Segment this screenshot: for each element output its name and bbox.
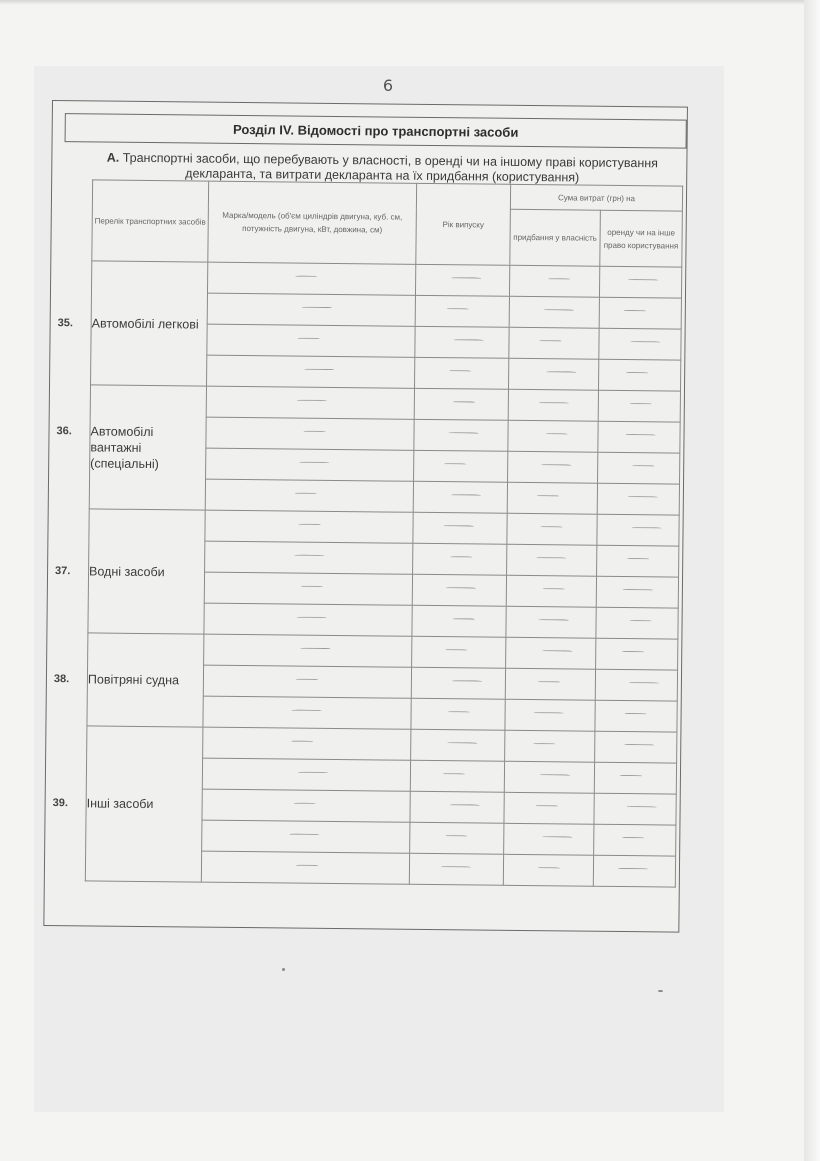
entry-cell [599,266,681,298]
entry-cell [508,420,598,452]
category-label: Автомобілі вантажні (спеціальні) [90,423,159,471]
dash-mark [628,279,658,281]
entry-cell [503,854,593,886]
category-label: Інші засоби [86,796,154,812]
entry-cell [507,482,597,514]
dash-mark [624,713,646,715]
dash-mark [304,369,334,371]
category-cell [55,509,205,634]
dash-mark [543,309,573,311]
entry-cell [598,359,680,391]
entry-cell [506,575,596,607]
dash-mark [629,620,651,622]
entry-cell [207,293,415,326]
entry-cell [415,326,509,358]
entry-cell [206,448,414,481]
dash-mark [452,618,474,620]
dash-mark [296,617,326,619]
dash-mark [295,679,317,681]
table-body [52,261,681,887]
entry-cell [506,606,596,638]
entry-cell [203,696,411,729]
entry-cell [597,483,679,515]
entry-cell [206,386,414,419]
entry-cell [202,758,410,791]
entry-cell [201,851,409,884]
entry-cell [202,789,410,822]
dash-mark [445,835,467,837]
dash-mark [450,556,472,558]
entry-cell [505,668,595,700]
entry-cell [206,417,414,450]
category-number: 38. [53,673,70,686]
dash-mark [542,836,572,838]
dash-mark [548,278,570,280]
entry-cell [599,328,681,360]
table-row [87,726,677,763]
header-costs: Сума витрат (грн) на [510,184,682,211]
entry-cell [410,822,504,854]
dash-mark [533,712,563,714]
dash-mark [298,524,320,526]
entry-cell [204,603,412,636]
dash-mark [451,680,481,682]
dash-mark [537,867,559,869]
entry-cell [596,576,678,608]
entry-cell [205,510,413,543]
dash-mark [291,710,321,712]
entry-cell [596,638,678,670]
dash-mark [619,775,641,777]
entry-cell [595,700,677,732]
entry-cell [509,265,599,297]
entry-cell [412,574,506,606]
entry-cell [594,793,676,825]
entry-cell [411,667,505,699]
dash-mark [625,434,655,436]
dash-mark [538,619,568,621]
dash-mark [449,804,479,806]
entry-cell [415,357,509,389]
dash-mark [626,372,648,374]
dash-mark [632,465,654,467]
header-lease: оренду чи на інше право користування [600,210,683,267]
dash-mark [622,589,652,591]
dash-mark [447,711,469,713]
dash-mark [447,742,477,744]
category-cell [53,633,204,727]
dash-mark [630,341,660,343]
entry-cell [504,761,594,793]
vehicles-table [52,179,683,887]
entry-cell [509,327,599,359]
table-row [90,385,680,422]
dash-mark [291,741,313,743]
dash-mark [296,400,326,402]
entry-cell [203,727,411,760]
entry-cell [509,296,599,328]
dash-mark [631,527,661,529]
entry-cell [595,731,677,763]
category-number: 37. [55,564,71,577]
dash-mark [297,772,327,774]
dash-mark [294,493,316,495]
dash-mark [539,774,569,776]
entry-cell [415,295,509,327]
dash-mark [546,371,576,373]
entry-cell [415,264,509,296]
dash-mark [446,308,468,310]
category-number: 35. [57,316,74,329]
dash-mark [533,743,555,745]
dash-mark [538,402,568,404]
dash-mark [293,803,315,805]
header-year: Рік випуску [416,183,511,265]
entry-cell [414,450,508,482]
entry-cell [594,762,676,794]
scan-top-edge [0,0,820,5]
dash-mark [628,682,658,684]
entry-cell [505,730,595,762]
page-number: 6 [382,76,394,95]
dash-mark [443,525,473,527]
dash-mark [539,340,561,342]
entry-cell [412,605,506,637]
header-list: Перелік транспортних засобів [92,180,209,262]
dash-mark [626,806,656,808]
dash-mark [622,651,644,653]
entry-cell [207,262,415,295]
entry-cell [207,324,415,357]
entry-cell [596,607,678,639]
dash-mark [629,403,651,405]
dash-mark [623,310,645,312]
entry-cell [504,792,594,824]
entry-cell [507,513,597,545]
dash-mark [627,558,649,560]
dash-mark [289,834,319,836]
entry-cell [598,421,680,453]
table-row [91,261,681,298]
dash-mark [542,588,564,590]
dash-mark [450,494,480,496]
dash-mark [537,681,559,683]
dash-mark [622,837,644,839]
dash-mark [536,495,558,497]
entry-cell [594,824,676,856]
entry-cell [205,479,413,512]
dash-mark [617,868,647,870]
category-label: Повітряні судна [87,672,180,688]
dash-mark [295,276,317,278]
entry-cell [202,820,410,853]
dash-mark [541,464,571,466]
subsection-text: Транспортні засоби, що перебувають у власності, в оренді чи на іншому праві користування декларанта, та витрати декларанта на їх придбання (користування) [122,150,659,185]
entry-cell [508,389,598,421]
dash-mark [449,370,471,372]
dash-mark [453,339,483,341]
entry-cell [413,543,507,575]
entry-cell [414,388,508,420]
dash-mark [295,865,317,867]
category-label: Автомобілі легкові [91,315,199,332]
dash-mark [451,277,481,279]
dash-mark [627,496,657,498]
dash-mark [536,557,566,559]
dash-mark [452,401,474,403]
entry-cell [413,512,507,544]
scan-right-edge [804,0,820,1161]
dash-mark [542,650,572,652]
entry-cell [597,545,679,577]
entry-cell [205,541,413,574]
entry-cell [599,297,681,329]
entry-cell [204,572,412,605]
entry-cell [598,452,680,484]
dash-mark [448,432,478,434]
entry-cell [414,419,508,451]
entry-cell [506,637,596,669]
dash-mark [624,744,654,746]
category-number: 39. [52,797,68,810]
dash-mark [444,463,466,465]
entry-cell [411,698,505,730]
entry-cell [411,729,505,761]
dash-mark [545,433,567,435]
dash-mark [535,805,557,807]
dash-mark [445,587,475,589]
category-label: Водні засоби [88,563,165,579]
dash-mark [301,307,331,309]
entry-cell [409,853,503,885]
dash-mark [297,338,319,340]
entry-cell [597,514,679,546]
header-model: Марка/модель (об'єм циліндрів двигуна, куб. см, потужність двигуна, кВт, довжина, см) [208,181,417,264]
entry-cell [508,358,598,390]
header-purchase: придбання у власність [510,209,601,266]
form-frame [43,100,688,933]
dash-mark [445,649,467,651]
category-cell [57,261,208,386]
dash-mark [440,866,470,868]
entry-cell [203,665,411,698]
entry-cell [204,634,412,667]
entry-cell [598,390,680,422]
dash-mark [299,462,329,464]
entry-cell [412,636,506,668]
subsection-letter: А. [106,150,120,165]
table-row [89,509,679,546]
category-cell [52,726,203,882]
entry-cell [410,760,504,792]
dash-mark [540,526,562,528]
entry-cell [595,669,677,701]
dash-mark [303,431,325,433]
entry-cell [508,451,598,483]
dash-mark [442,773,464,775]
scan-speck [658,990,663,992]
entry-cell [413,481,507,513]
dash-mark [300,648,330,650]
dash-mark [294,555,324,557]
entry-cell [507,544,597,576]
category-number: 36. [56,424,72,437]
entry-cell [207,355,415,388]
category-cell [56,385,206,510]
entry-cell [504,823,594,855]
entry-cell [593,855,675,887]
dash-mark [300,586,322,588]
section-title: Розділ IV. Відомості про транспортні засоби [65,113,687,149]
entry-cell [505,699,595,731]
table-row [88,633,678,670]
entry-cell [410,791,504,823]
scan-speck [282,968,285,971]
